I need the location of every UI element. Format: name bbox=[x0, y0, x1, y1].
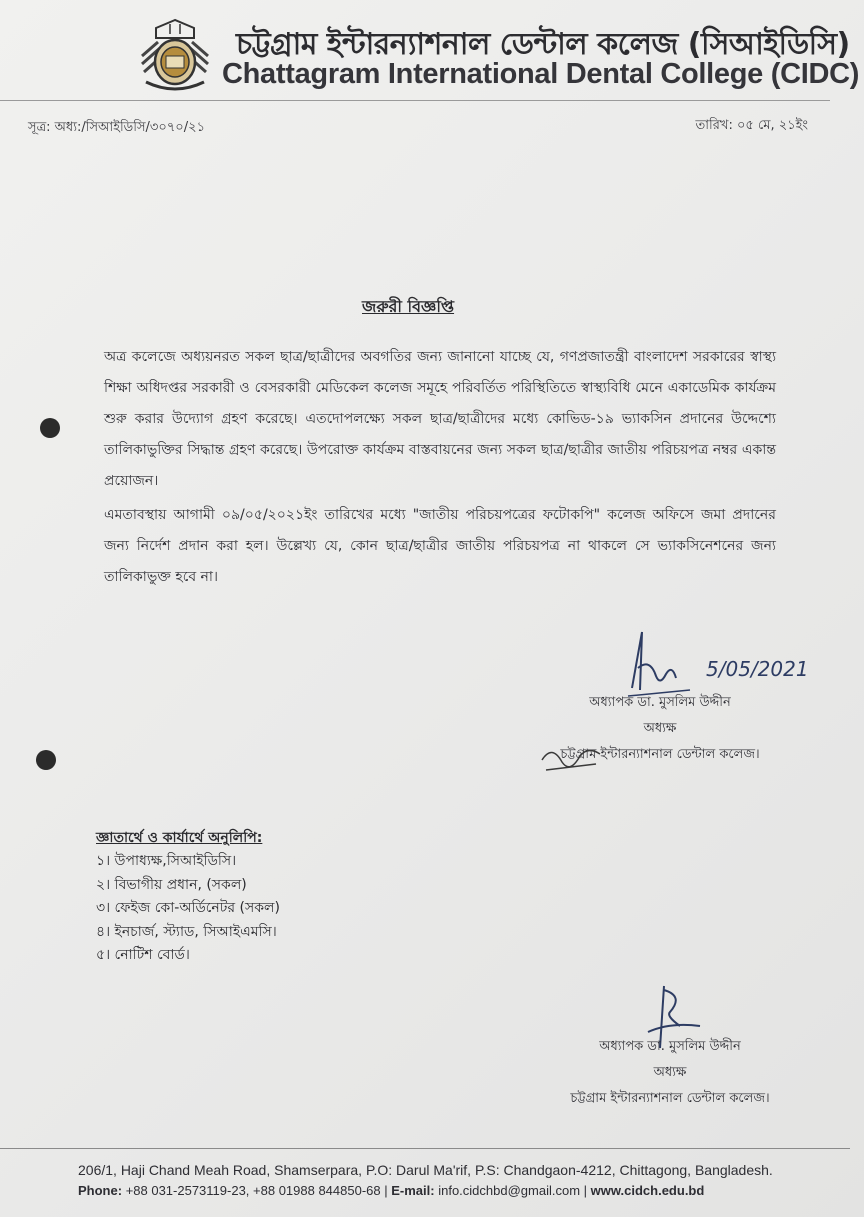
list-item: ২। বিভাগীয় প্রধান, (সকল) bbox=[96, 876, 247, 893]
signatory-name: অধ্যাপক ডা. মুসলিম উদ্দীন bbox=[589, 695, 731, 710]
signatory-designation: অধ্যক্ষ bbox=[653, 1065, 687, 1080]
signatory-designation: অধ্যক্ষ bbox=[643, 721, 677, 736]
letterhead-name-english: Chattagram International Dental College (CIDC) bbox=[222, 58, 860, 90]
notice-date: তারিখ: ০৫ মে, ২১ইং bbox=[695, 118, 808, 133]
email-label: E-mail: bbox=[391, 1183, 435, 1198]
notice-paragraph-2: এমতাবস্থায় আগামী ০৯/০৫/২০২১ইং তারিখের মধ্যে "জাতীয় পরিচয়পত্রের ফটোকপি" কলেজ অফিসে জমা প্রদানের জন্য নির্দেশ প্রদান করা হল। উল্লেখ্য যে, কোন ছাত্র/ছাত্রীর জাতীয় পরিচয়পত্র না থাকলে সে ভ্যাকসিনেশনের জন্য তালিকাভুক্ত হবে না। bbox=[104, 507, 776, 585]
signature-block-2 bbox=[520, 1034, 820, 1112]
list-item: ৪। ইনচার্জ, স্ট্যাড, সিআইএমসি। bbox=[96, 923, 277, 940]
list-item: ৩। ফেইজ কো-অর্ডিনেটর (সকল) bbox=[96, 900, 280, 916]
copies-heading: জ্ঞাতার্থে ও কার্যার্থে অনুলিপি: bbox=[96, 830, 263, 846]
punch-hole bbox=[36, 750, 56, 770]
punch-hole bbox=[40, 418, 60, 438]
signatory-institution: চট্টগ্রাম ইন্টারন্যাশনাল ডেন্টাল কলেজ। bbox=[570, 1091, 770, 1106]
college-crest-icon bbox=[136, 16, 214, 94]
list-item: ৫। নোটিশ বোর্ড। bbox=[96, 947, 190, 963]
footer-address: 206/1, Haji Chand Meah Road, Shamserpara, P.O: Darul Ma'rif, P.S: Chandgaon-4212, Chittagong, Bangladesh. bbox=[78, 1162, 773, 1178]
phone-label: Phone: bbox=[78, 1183, 123, 1198]
notice-paragraph-1: অত্র কলেজে অধ্যয়নরত সকল ছাত্র/ছাত্রীদের অবগতির জন্য জানানো যাচ্ছে যে, গণপ্রজাতন্ত্রী বাংলাদেশ সরকারের স্বাস্থ্য শিক্ষা অধিদপ্তর সরকারী ও বেসরকারী মেডিকেল কলেজ সমূহে পরিবর্তিত পরিস্থিতিতে স্বাস্থ্যবিধি মেনে একাডেমিক কার্যক্রম শুরু করার উদ্যোগ গ্রহণ করেছে। এতদোপলক্ষ্যে সকল ছাত্র/ছাত্রীদের মধ্যে কোভিড-১৯ ভ্যাকসিন প্রদানের উদ্দেশ্যে তালিকাভুক্তির সিদ্ধান্ত গ্রহণ করেছে। উপরোক্ত কার্যক্রম বাস্তবায়নের জন্য সকল ছাত্র/ছাত্রীর জাতীয় পরিচয়পত্র নম্বর একান্ত প্রয়োজন। bbox=[104, 349, 777, 489]
copies-list bbox=[96, 850, 280, 968]
email-address[interactable]: info.cidchbd@gmail.com bbox=[438, 1183, 581, 1198]
initial-scribble bbox=[536, 740, 606, 776]
header-divider bbox=[0, 100, 830, 101]
separator: | bbox=[583, 1183, 591, 1198]
list-item: ১। উপাধ্যক্ষ,সিআইডিসি। bbox=[96, 853, 237, 869]
notice-title: জরুরী বিজ্ঞপ্তি bbox=[362, 297, 455, 316]
svg-text:5/05/2021: 5/05/2021 bbox=[706, 657, 809, 681]
signatory-institution: চট্টগ্রাম ইন্টারন্যাশনাল ডেন্টাল কলেজ। bbox=[560, 747, 760, 762]
reference-number: সূত্র: অধ্য:/সিআইডিসি/৩০৭০/২১ bbox=[28, 120, 206, 135]
signatory-name: অধ্যাপক ডা. মুসলিম উদ্দীন bbox=[599, 1039, 741, 1054]
letterhead-name-bangla: চট্টগ্রাম ইন্টারন্যাশনাল ডেন্টাল কলেজ (সিআইডিসি) bbox=[236, 27, 850, 62]
footer-contact bbox=[78, 1183, 704, 1198]
separator: | bbox=[384, 1183, 392, 1198]
phone-numbers: +88 031-2573119-23, +88 01988 844850-68 bbox=[125, 1183, 381, 1198]
website-link[interactable]: www.cidch.edu.bd bbox=[590, 1183, 705, 1198]
footer-divider bbox=[0, 1148, 850, 1149]
